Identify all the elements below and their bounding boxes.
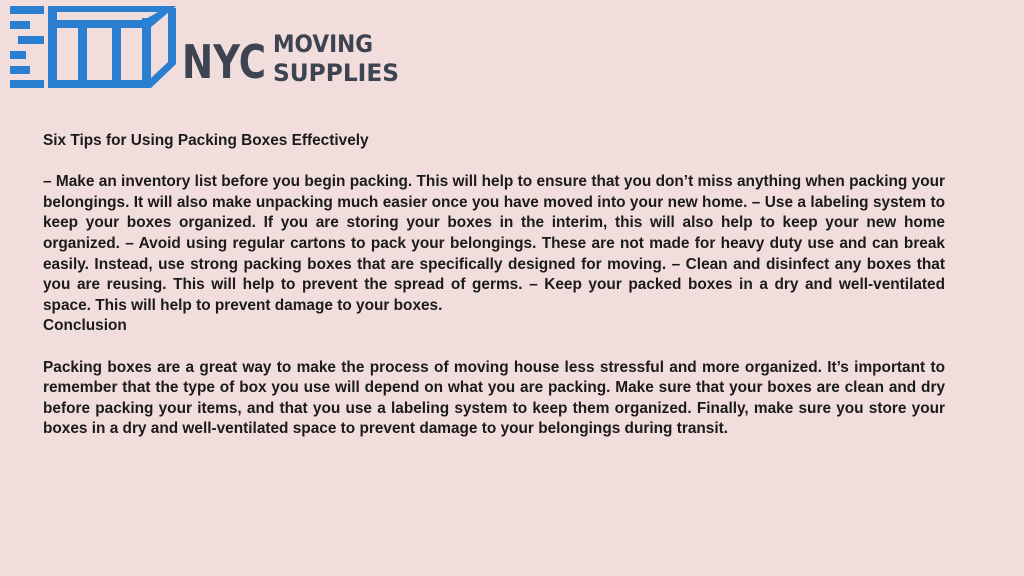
moving-box-logo-icon	[10, 6, 176, 88]
conclusion-paragraph: Packing boxes are a great way to make the process of moving house less stressful and more organized. It’s important to remember that the type of box you use will depend on what you are packing. Make sure that your boxes are clean and dry before packing your items, and that you use a labeling system to keep them organized. Finally, make sure you store your boxes in a dry and well-ventilated space to prevent damage to your belongings during transit.	[43, 358, 945, 438]
tips-paragraph: – Make an inventory list before you begin packing. This will help to ensure that you don’t miss anything when packing your belongings. It will also make unpacking much easier once you have moved into your new home. – Use a labeling system to keep your boxes organized. If you are storing your boxes in the interim, this will also help to keep your new home organized. – Avoid using regular cartons to pack your belongings. These are not made for heavy duty use and can break easily. Instead, use strong packing boxes that are specifically designed for moving. – Clean and disinfect any boxes that you are reusing. This will help to prevent the spread of germs. – Keep your packed boxes in a dry and well-ventilated space. This will help to prevent damage to your boxes.	[43, 173, 945, 314]
logo-line-moving: MOVING	[273, 30, 373, 58]
logo-line-supplies: SUPPLIES	[273, 59, 399, 87]
conclusion-heading: Conclusion	[43, 317, 127, 335]
logo-graphic	[8, 4, 408, 90]
company-logo	[8, 4, 408, 90]
spacer	[43, 152, 945, 173]
article-body	[43, 131, 945, 440]
article-title: Six Tips for Using Packing Boxes Effectively	[43, 132, 369, 149]
spacer	[43, 337, 945, 358]
logo-brand: NYC	[182, 35, 266, 89]
